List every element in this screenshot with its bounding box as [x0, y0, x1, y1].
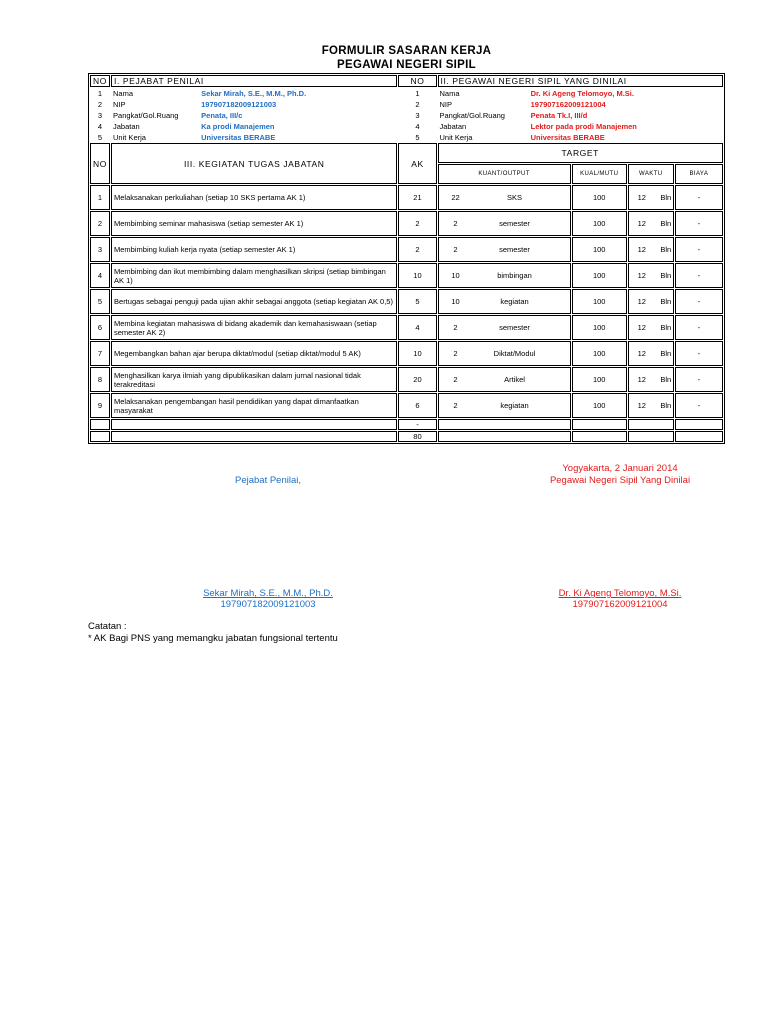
activity-ak: 10	[398, 341, 436, 366]
activity-waktu	[628, 341, 674, 366]
activity-ak: 2	[398, 237, 436, 262]
info-row	[90, 121, 723, 131]
blank-cell	[90, 419, 110, 430]
info-value-left: Universitas BERABE	[201, 132, 276, 142]
activity-waktu-unit: Bln	[660, 271, 672, 280]
activity-biaya: -	[675, 211, 723, 236]
activity-ak: 6	[398, 393, 436, 418]
activity-qty: 2	[453, 375, 458, 384]
info-no-left: 5	[97, 132, 103, 142]
blank-cell	[438, 431, 571, 442]
activity-biaya: -	[675, 185, 723, 210]
info-no-right: 1	[415, 88, 420, 98]
pejabat-penilai-header: I. PEJABAT PENILAI	[111, 75, 397, 87]
activity-mutu: 100	[572, 393, 627, 418]
activity-biaya: -	[675, 341, 723, 366]
activity-text: Membimbing dan ikut membimbing dalam menghasilkan skripsi (setiap bimbingan AK 1)	[111, 263, 397, 288]
pegawai-dinilai-signature-name: Dr. Ki Ageng Telomoyo, M.Si.	[558, 588, 682, 599]
activity-ak: 20	[398, 367, 436, 392]
activity-no: 6	[90, 315, 110, 340]
activity-unit: bimbingan	[497, 271, 532, 280]
no-header-left: NO	[90, 75, 110, 87]
info-value-right: Lektor pada prodi Manajemen	[530, 121, 637, 131]
blank-cell	[628, 431, 674, 442]
activity-text: Membimbing kuliah kerja nyata (setiap semester AK 1)	[111, 237, 397, 262]
activity-no: 4	[90, 263, 110, 288]
info-no-left: 4	[97, 121, 103, 131]
activity-unit: kegiatan	[500, 401, 529, 410]
total-row	[90, 431, 723, 442]
blank-cell	[572, 419, 627, 430]
info-value-left: Ka prodi Manajemen	[201, 121, 275, 131]
activity-qty: 2	[453, 245, 458, 254]
activity-text: Megembangkan bahan ajar berupa diktat/modul (setiap diktat/modul 5 AK)	[111, 341, 397, 366]
info-no-right: 5	[415, 132, 420, 142]
activity-waktu	[628, 393, 674, 418]
activity-waktu-value: 12	[637, 375, 646, 384]
activity-waktu-unit: Bln	[660, 349, 672, 358]
activity-waktu-value: 12	[637, 297, 646, 306]
activity-waktu	[628, 185, 674, 210]
info-label-left: Pangkat/Gol.Ruang	[113, 110, 179, 120]
activity-waktu-value: 12	[637, 323, 646, 332]
activity-mutu: 100	[572, 185, 627, 210]
no-header-right: NO	[398, 75, 436, 87]
activity-no: 8	[90, 367, 110, 392]
ak-header: AK	[398, 143, 436, 184]
kegiatan-no-header: NO	[90, 143, 110, 184]
blank-cell	[90, 431, 110, 442]
activity-mutu: 100	[572, 263, 627, 288]
activity-biaya: -	[675, 289, 723, 314]
blank-cell	[438, 419, 571, 430]
activity-unit: semester	[499, 323, 530, 332]
activity-kuant	[438, 237, 571, 262]
info-label-right: NIP	[439, 99, 453, 109]
info-value-right: Penata Tk.I, III/d	[530, 110, 588, 120]
activity-unit: Diktat/Modul	[493, 349, 536, 358]
activity-mutu: 100	[572, 211, 627, 236]
activity-row	[90, 185, 723, 210]
activity-ak: 5	[398, 289, 436, 314]
activity-ak: 10	[398, 263, 436, 288]
info-row	[90, 110, 723, 120]
activity-waktu-unit: Bln	[660, 219, 672, 228]
activity-waktu	[628, 237, 674, 262]
activity-waktu-unit: Bln	[660, 297, 672, 306]
info-label-left: Jabatan	[113, 121, 140, 131]
activity-no: 3	[90, 237, 110, 262]
activity-mutu: 100	[572, 341, 627, 366]
activity-kuant	[438, 185, 571, 210]
info-label-left: Unit Kerja	[113, 132, 146, 142]
notes-label: Catatan :	[88, 621, 127, 632]
activity-no: 2	[90, 211, 110, 236]
activity-row	[90, 341, 723, 366]
info-value-right: Universitas BERABE	[530, 132, 605, 142]
blank-cell	[675, 419, 723, 430]
section-header-row	[90, 75, 723, 87]
activity-qty: 22	[451, 193, 460, 202]
activity-ak: 4	[398, 315, 436, 340]
pegawai-dinilai-signature-nip: 197907162009121004	[572, 599, 668, 610]
activity-row	[90, 237, 723, 262]
activity-waktu-unit: Bln	[660, 193, 672, 202]
activity-waktu-unit: Bln	[660, 323, 672, 332]
activity-waktu-unit: Bln	[660, 245, 672, 254]
info-label-right: Unit Kerja	[439, 132, 473, 142]
activity-qty: 2	[453, 323, 458, 332]
pegawai-dinilai-header: II. PEGAWAI NEGERI SIPIL YANG DINILAI	[438, 75, 724, 87]
pejabat-penilai-signature-nip: 197907182009121003	[220, 599, 316, 610]
info-no-right: 4	[415, 121, 420, 131]
activity-ak: 2	[398, 211, 436, 236]
place-date: Yogyakarta, 2 Januari 2014	[562, 463, 678, 474]
activity-row	[90, 263, 723, 288]
info-row	[90, 88, 723, 98]
activity-no: 9	[90, 393, 110, 418]
activity-unit: SKS	[506, 193, 522, 202]
activity-waktu-value: 12	[637, 401, 646, 410]
info-value-left: 197907182009121003	[201, 99, 277, 109]
info-label-right: Jabatan	[439, 121, 467, 131]
activity-qty: 2	[453, 401, 458, 410]
kuant-output-header: KUANT/OUTPUT	[438, 164, 571, 184]
activity-no: 1	[90, 185, 110, 210]
activity-waktu	[628, 289, 674, 314]
activity-ak: 21	[398, 185, 436, 210]
activity-text: Melaksanakan perkuliahan (setiap 10 SKS pertama AK 1)	[111, 185, 397, 210]
activity-no: 5	[90, 289, 110, 314]
info-label-right: Nama	[439, 88, 460, 98]
activity-waktu-value: 12	[637, 271, 646, 280]
info-no-left: 3	[97, 110, 103, 120]
activity-biaya: -	[675, 367, 723, 392]
activity-qty: 10	[451, 297, 460, 306]
pegawai-dinilai-role: Pegawai Negeri Sipil Yang Dinilai	[549, 475, 691, 486]
info-row	[90, 99, 723, 109]
activity-qty: 2	[453, 349, 458, 358]
activity-waktu-value: 12	[637, 245, 646, 254]
activity-row	[90, 289, 723, 314]
kegiatan-header-row	[90, 143, 723, 163]
activity-qty: 10	[451, 271, 460, 280]
notes-line: * AK Bagi PNS yang memangku jabatan fungsional tertentu	[88, 633, 338, 644]
info-row	[90, 132, 723, 142]
info-rows	[90, 88, 723, 142]
activity-waktu-value: 12	[637, 193, 646, 202]
sasaran-kerja-table	[88, 73, 725, 444]
activity-waktu	[628, 211, 674, 236]
activity-kuant	[438, 289, 571, 314]
kegiatan-header: III. KEGIATAN TUGAS JABATAN	[111, 143, 397, 184]
activity-biaya: -	[675, 263, 723, 288]
activity-kuant	[438, 263, 571, 288]
info-no-right: 3	[415, 110, 420, 120]
total-ak: 80	[398, 431, 436, 442]
info-value-left: Sekar Mirah, S.E., M.M., Ph.D.	[201, 88, 307, 98]
activity-kuant	[438, 211, 571, 236]
activity-kuant	[438, 393, 571, 418]
activity-waktu-unit: Bln	[660, 375, 672, 384]
activity-biaya: -	[675, 237, 723, 262]
activity-kuant	[438, 341, 571, 366]
info-value-right: Dr. Ki Ageng Telomoyo, M.Si.	[530, 88, 634, 98]
activity-text: Membina kegiatan mahasiswa di bidang akademik dan kemahasiswaan (setiap semester AK 2)	[111, 315, 397, 340]
blank-cell	[572, 431, 627, 442]
form-subtitle: PEGAWAI NEGERI SIPIL	[337, 59, 476, 71]
activity-text: Membimbing seminar mahasiswa (setiap semester AK 1)	[111, 211, 397, 236]
kual-mutu-header: KUAL/MUTU	[572, 164, 627, 184]
activity-mutu: 100	[572, 367, 627, 392]
activity-waktu-value: 12	[637, 219, 646, 228]
pejabat-penilai-signature-name: Sekar Mirah, S.E., M.M., Ph.D.	[203, 588, 333, 599]
blank-cell	[111, 431, 397, 442]
activity-unit: semester	[499, 219, 530, 228]
activity-mutu: 100	[572, 237, 627, 262]
activity-biaya: -	[675, 315, 723, 340]
activity-row	[90, 393, 723, 418]
info-value-right: 197907162009121004	[530, 99, 606, 109]
activity-row	[90, 315, 723, 340]
blank-cell	[111, 419, 397, 430]
activity-rows	[90, 185, 723, 418]
info-label-right: Pangkat/Gol.Ruang	[439, 110, 505, 120]
info-no-right: 2	[415, 99, 420, 109]
target-header: TARGET	[438, 143, 724, 163]
activity-qty: 2	[453, 219, 458, 228]
activity-text: Menghasilkan karya ilmiah yang dipublikasikan dalam jurnal nasional tidak terakreditasi	[111, 367, 397, 392]
activity-mutu: 100	[572, 289, 627, 314]
activity-waktu	[628, 263, 674, 288]
activity-unit: Artikel	[504, 375, 525, 384]
activity-text: Bertugas sebagai penguji pada ujian akhir sebagai anggota (setiap kegiatan AK 0,5)	[111, 289, 397, 314]
activity-biaya: -	[675, 393, 723, 418]
form-title: FORMULIR SASARAN KERJA	[321, 45, 492, 57]
info-label-left: NIP	[113, 99, 126, 109]
activity-unit: kegiatan	[500, 297, 529, 306]
activity-waktu	[628, 367, 674, 392]
waktu-header: WAKTU	[628, 164, 674, 184]
activity-kuant	[438, 367, 571, 392]
info-label-left: Nama	[113, 88, 134, 98]
activity-row	[90, 367, 723, 392]
activity-no: 7	[90, 341, 110, 366]
blank-cell	[628, 419, 674, 430]
blank-cell	[675, 431, 723, 442]
blank-row	[90, 419, 723, 430]
activity-mutu: 100	[572, 315, 627, 340]
biaya-header: BIAYA	[675, 164, 723, 184]
activity-unit: semester	[499, 245, 530, 254]
info-no-left: 1	[97, 88, 103, 98]
activity-row	[90, 211, 723, 236]
info-value-left: Penata, III/c	[201, 110, 243, 120]
dash-ak: -	[398, 419, 436, 430]
info-no-left: 2	[97, 99, 103, 109]
activity-text: Melaksanakan pengembangan hasil pendidikan yang dapat dimanfaatkan masyarakat	[111, 393, 397, 418]
activity-waktu-value: 12	[637, 349, 646, 358]
pejabat-penilai-role: Pejabat Penilai,	[234, 475, 302, 486]
activity-waktu-unit: Bln	[660, 401, 672, 410]
activity-kuant	[438, 315, 571, 340]
activity-waktu	[628, 315, 674, 340]
